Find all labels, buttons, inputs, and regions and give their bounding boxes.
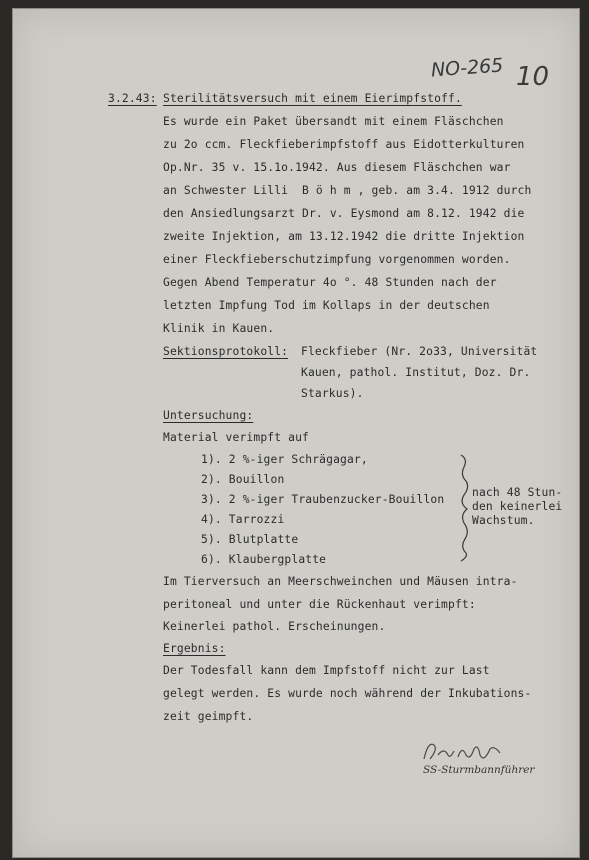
- material-item: 3). 2 %-iger Traubenzucker-Bouillon: [201, 493, 445, 506]
- archive-number: NO-265: [430, 54, 504, 82]
- paragraph-line: Gegen Abend Temperatur 4o °. 48 Stunden nach der: [163, 276, 497, 289]
- material-item: 2). Bouillon: [201, 473, 285, 486]
- heading-title: Sterilitätsversuch mit einem Eierimpfstoff.: [163, 92, 462, 105]
- paragraph-line: Op.Nr. 35 v. 15.1o.1942. Aus diesem Fläschchen war: [163, 161, 511, 174]
- untersuchung-intro: Material verimpft auf: [163, 431, 309, 444]
- paragraph-line: zu 2o ccm. Fleckfieberimpfstoff aus Eidotterkulturen: [163, 138, 525, 151]
- paragraph-line: an Schwester Lilli B ö h m , geb. am 3.4. 1912 durch: [163, 184, 532, 197]
- bracket-mark: [458, 453, 472, 563]
- sektion-line: Fleckfieber (Nr. 2o33, Universität: [301, 345, 538, 358]
- material-item: 4). Tarrozzi: [201, 513, 285, 526]
- paragraph-line: Klinik in Kauen.: [163, 322, 275, 335]
- material-item: 5). Blutplatte: [201, 533, 299, 546]
- ergebnis-label: Ergebnis:: [163, 642, 226, 655]
- sektion-line: Starkus).: [301, 387, 364, 400]
- tierversuch-line: Im Tierversuch an Meerschweinchen und Mäusen intra-: [163, 575, 518, 588]
- ergebnis-line: gelegt werden. Es wurde noch während der Inkubations-: [163, 687, 532, 700]
- material-item: 1). 2 %-iger Schrägagar,: [201, 453, 368, 466]
- sektion-label: Sektionsprotokoll:: [163, 345, 289, 358]
- ergebnis-line: zeit geimpft.: [163, 710, 254, 723]
- paragraph-line: Es wurde ein Paket übersandt mit einem Fläschchen: [163, 115, 504, 128]
- material-item: 6). Klaubergplatte: [201, 553, 327, 566]
- tierversuch-line: Keinerlei pathol. Erscheinungen.: [163, 620, 386, 633]
- document-page: [12, 8, 580, 858]
- tierversuch-line: peritoneal und unter die Rückenhaut verimpft:: [163, 598, 476, 611]
- signature-title: SS-Sturmbannführer: [423, 764, 535, 776]
- paragraph-line: zweite Injektion, am 13.12.1942 die dritte Injektion: [163, 230, 525, 243]
- heading-date: 3.2.43:: [108, 92, 157, 105]
- result-note-line: nach 48 Stun-: [472, 486, 563, 499]
- result-note-line: Wachstum.: [472, 514, 535, 527]
- paragraph-line: den Ansiedlungsarzt Dr. v. Eysmond am 8.12. 1942 die: [163, 207, 525, 220]
- sektion-line: Kauen, pathol. Institut, Doz. Dr.: [301, 366, 531, 379]
- result-note-line: den keinerlei: [472, 500, 563, 513]
- ergebnis-line: Der Todesfall kann dem Impfstoff nicht zur Last: [163, 664, 490, 677]
- paragraph-line: einer Fleckfieberschutzimpfung vorgenommen worden.: [163, 253, 511, 266]
- paragraph-line: letzten Impfung Tod im Kollaps in der deutschen: [163, 299, 490, 312]
- untersuchung-label: Untersuchung:: [163, 409, 254, 422]
- page-number: 10: [516, 62, 550, 92]
- handwritten-signature: [418, 737, 513, 765]
